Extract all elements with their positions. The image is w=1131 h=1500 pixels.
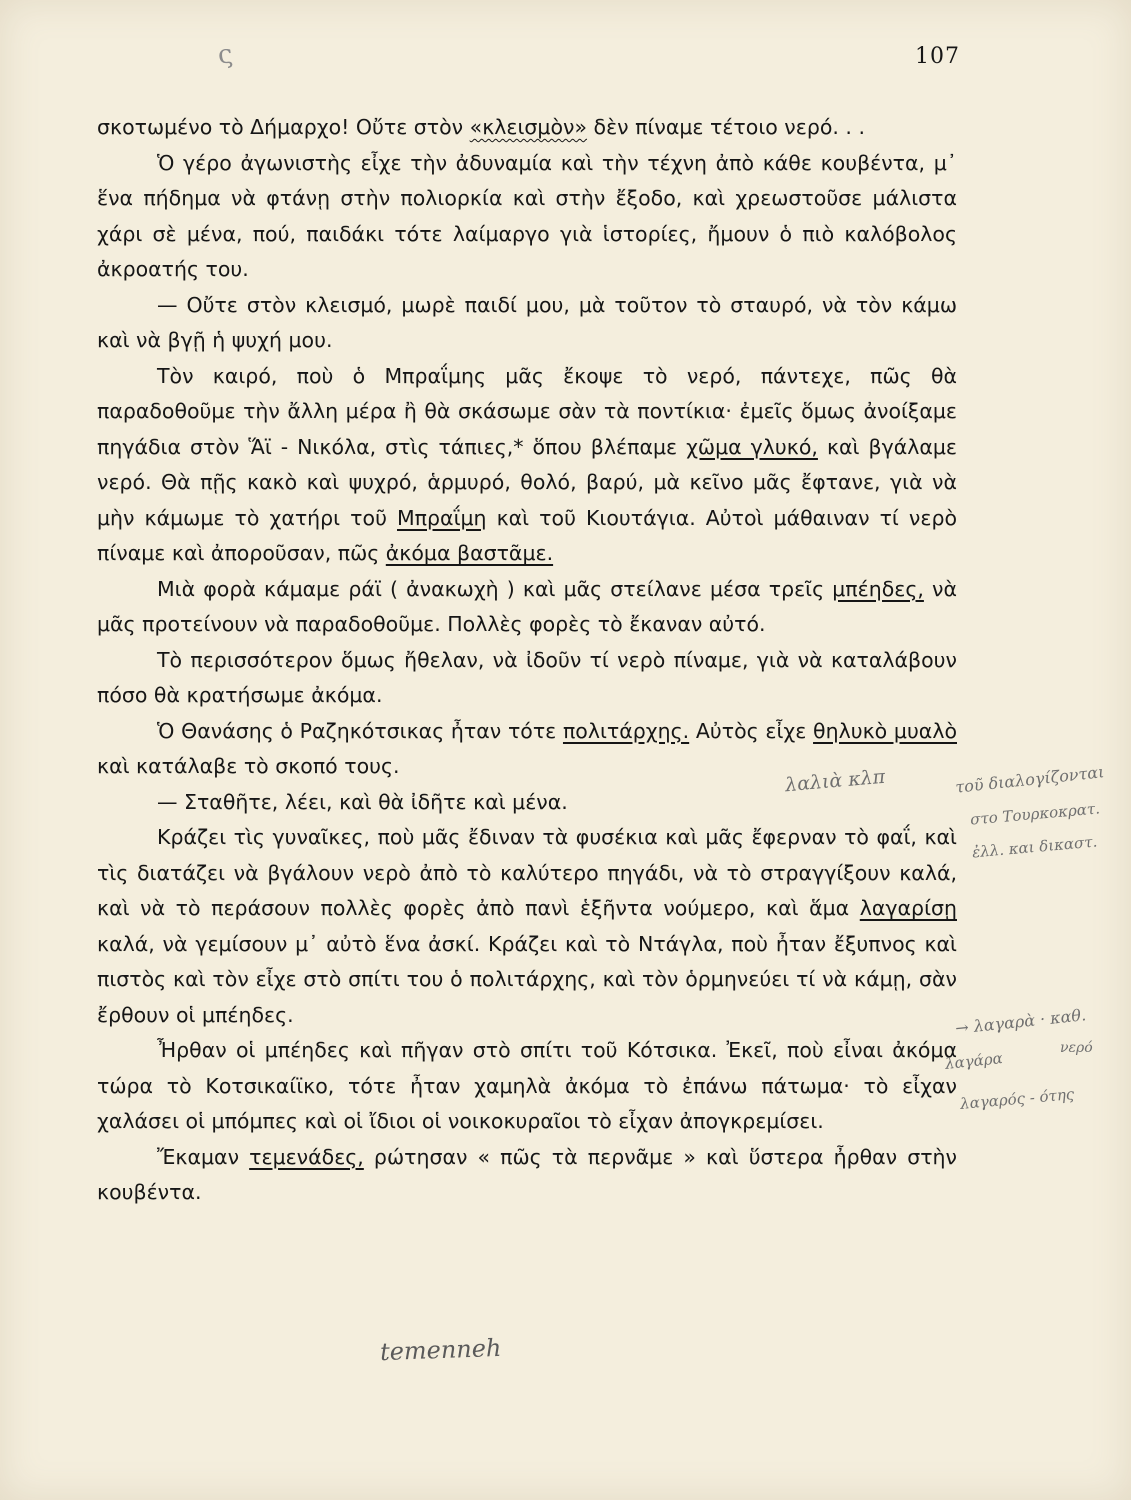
text-run: καὶ βγάλαμε νερό. Θὰ πῇς κακὸ καὶ ψυχρό, ἁρμυρό, θολό, βαρύ, μὰ κεῖνο μᾶς ἔφτανε, γιὰ νὰ μὴν κάμωμε τὸ χατήρι τοῦ — [97, 434, 957, 530]
paragraph — [97, 1033, 957, 1140]
text-run: Τὸ περισσότερον ὅμως ἤθελαν, νὰ ἰδοῦν τί νερὸ πίναμε, γιὰ νὰ καταλάβουν πόσο θὰ κρατήσωμε ἀκόμα. — [97, 647, 957, 707]
handwritten-note-8: λαγαρός - ότης — [959, 1085, 1075, 1113]
underlined-text: τεμενάδες, — [249, 1144, 364, 1169]
handwritten-note-6: νερό — [1060, 1040, 1093, 1056]
page-number: 107 — [915, 44, 960, 69]
underlined-text: μπέηδες, — [832, 576, 924, 601]
text-run: καὶ τοῦ Κιουτάγια. Αὐτοὶ μάθαιναν τί νερὸ πίναμε καὶ ἀποροῦσαν, πῶς — [97, 505, 958, 565]
paragraph — [97, 288, 957, 359]
paragraph — [97, 572, 957, 643]
text-run: Αὐτὸς εἶχε — [689, 718, 814, 743]
underlined-text: πολιτάρχης. — [562, 718, 690, 743]
text-run: Ἔκαμαν — [157, 1144, 250, 1169]
paragraph — [97, 146, 957, 288]
text-run: νὰ μᾶς προτείνουν νὰ παραδοθοῦμε. Πολλὲς φορὲς τὸ ἔκαναν αὐτό. — [97, 576, 957, 636]
paragraph — [97, 643, 957, 714]
text-run: Ἦρθαν οἱ μπέηδες καὶ πῆγαν στὸ σπίτι τοῦ Κότσικα. Ἐκεῖ, ποὺ εἶναι ἀκόμα τώρα τὸ Κοτσικαίϊκο, τότε ἦταν χαμηλὰ ἀκόμα τὸ ἐπάνω πάτωμα· τὸ εἶχαν χαλάσει οἱ μπόμπες καὶ οἱ ἴδιοι οἱ νοικοκυραῖοι τὸ εἶχαν ἀπογκρεμίσει. — [97, 1038, 957, 1133]
handwritten-note-2: τοῦ διαλογίζονται — [954, 762, 1106, 797]
text-run: Κράζει τὶς γυναῖκες, ποὺ μᾶς ἔδιναν τὰ φυσέκια καὶ μᾶς ἔφερναν τὸ φαΐ, καὶ τὶς διατάζει νὰ βγάλουν νερὸ ἀπὸ τὸ καλύτερο πηγάδι, νὰ τὸ στραγγίξουν καλά, καὶ νὰ τὸ περάσουν πολλὲς φορὲς ἀπὸ πανὶ ἑξῆντα νούμερο, καὶ ἅμα — [97, 825, 957, 920]
paragraph — [97, 820, 957, 1033]
handwritten-note-7: λαγάρα — [944, 1049, 1004, 1073]
paragraph — [97, 1140, 957, 1211]
paragraph — [97, 110, 957, 146]
text-run: ρώτησαν « πῶς τὰ περνᾶμε » καὶ ὕστερα ἦρθαν στὴν κουβέντα. — [97, 1144, 958, 1204]
corner-pencil-mark: ς — [215, 39, 235, 71]
underlined-text: λαγαρίσῃ — [859, 896, 957, 920]
text-run: Ὁ γέρο ἀγωνιστὴς εἶχε τὴν ἀδυναμία καὶ τὴν τέχνη ἀπὸ κάθε κουβέντα, μ᾽ ἕνα πήδημα νὰ φτάνῃ στὴν πολιορκία καὶ στὴν ἔξοδο, καὶ χρεωστοῦσε μάλιστα χάρι σὲ μένα, πού, παιδάκι τότε λαίμαργο γιὰ ἱστορίες, ἤμουν ὁ πιὸ καλόβολος ἀκροατής του. — [97, 150, 957, 281]
text-run: — Σταθῆτε, λέει, καὶ θὰ ἰδῆτε καὶ μένα. — [157, 789, 568, 814]
underlined-text: ἀκόμα βαστᾶμε. — [385, 541, 554, 565]
text-run: Τὸν καιρό, ποὺ ὁ Μπραΐμης μᾶς ἔκοψε τὸ νερό, πάντεχε, πῶς θὰ παραδοθοῦμε τὴν ἄλλη μέρα ἢ θὰ σκάσωμε σὰν τὰ ποντίκια· ἐμεῖς ὅμως ἀνοίξαμε πηγάδια στὸν Ἅϊ - Νικόλα, στὶς τάπιες,* ὅπου βλέπαμε — [97, 363, 957, 459]
paragraph — [97, 359, 957, 572]
text-run: σκοτωμένο τὸ Δήμαρχο! Οὔτε στὸν — [97, 115, 470, 139]
handwritten-note-1: λαλιὰ κλπ — [784, 765, 887, 797]
handwritten-note-9: temenneh — [379, 1333, 502, 1367]
text-run: — Οὔτε στὸν κλεισμό, μωρὲ παιδί μου, μὰ τοῦτον τὸ σταυρό, νὰ τὸν κάμω καὶ νὰ βγῇ ἡ ψυχή μου. — [97, 292, 957, 352]
text-run: δὲν πίναμε τέτοιο νερό. . . — [587, 115, 865, 139]
text-run: Μιὰ φορὰ κάμαμε ράϊ ( ἀνακωχὴ ) καὶ μᾶς στείλανε μέσα τρεῖς — [157, 576, 833, 601]
handwritten-note-4: ἐλλ. και δικαστ. — [971, 832, 1098, 862]
text-run: Ὁ Θανάσης ὁ Ραζηκότσικας ἦταν τότε — [157, 718, 563, 743]
underlined-text: θηλυκὸ μυαλὸ — [813, 718, 957, 743]
handwritten-note-3: στο Τουρκοκρατ. — [969, 799, 1101, 829]
underlined-text: χῶμα γλυκό, — [686, 434, 818, 459]
text-run: καλά, νὰ γεμίσουν μ᾽ αὐτὸ ἕνα ἀσκί. Κράζει καὶ τὸ Ντάγλα, ποὺ ἦταν ἔξυπνος καὶ πιστὸς καὶ τὸν εἶχε στὸ σπίτι του ὁ πολιτάρχης, καὶ τὸν ὁρμηνεύει τί νὰ κάμῃ, σὰν ἔρθουν οἱ μπέηδες. — [97, 931, 957, 1027]
underlined-text: Μπραΐμη — [397, 505, 487, 530]
text-run: καὶ κατάλαβε τὸ σκοπό τους. — [97, 754, 400, 778]
body-text — [97, 110, 957, 1211]
handwritten-note-5: → λαγαρὰ · καθ. — [954, 1005, 1087, 1038]
wavy-underlined-text: «κλεισμὸν» — [469, 115, 588, 139]
